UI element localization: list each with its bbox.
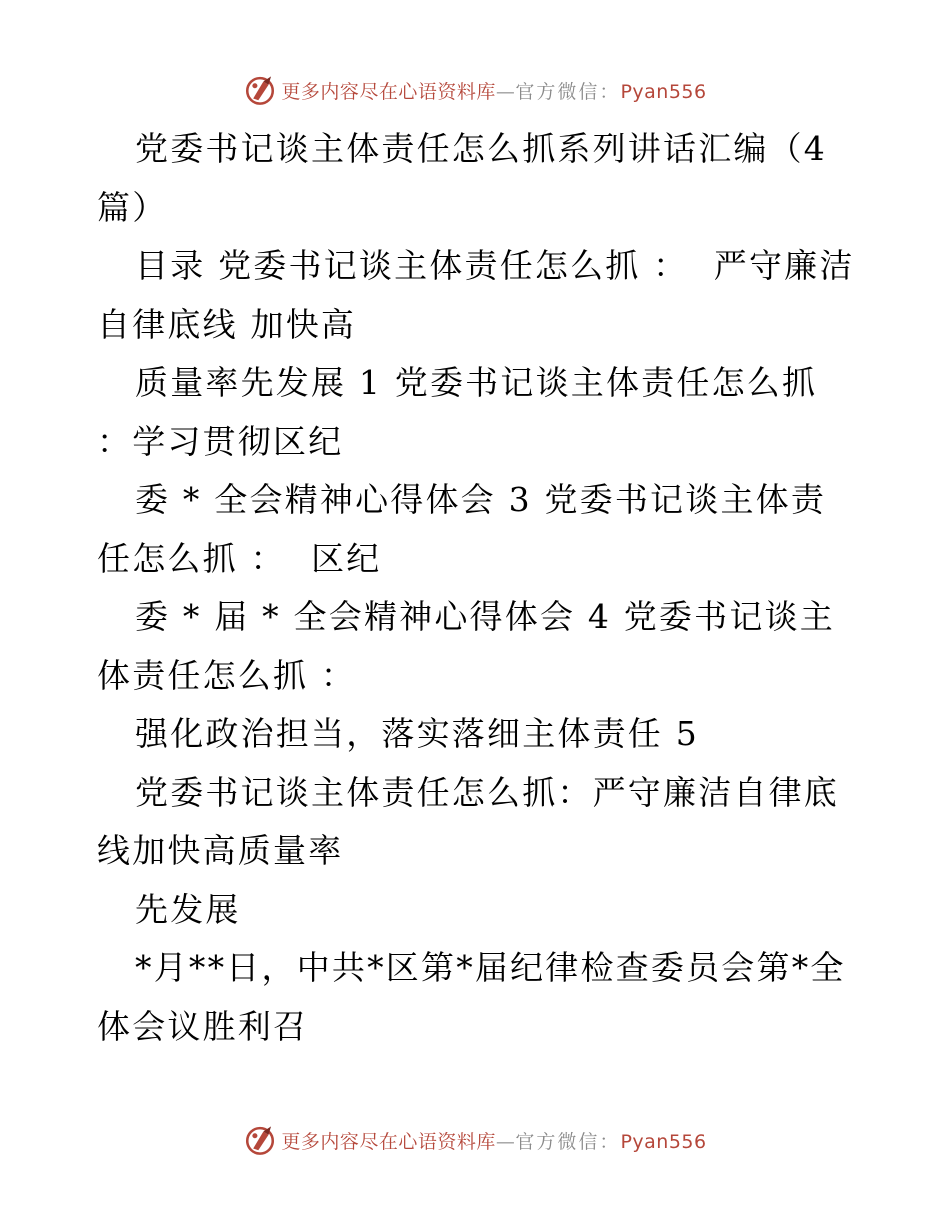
watermark-official-label: 官方微信： bbox=[515, 1130, 621, 1153]
brand-logo-icon bbox=[243, 73, 277, 107]
toc-line-5: 强化政治担当，落实落细主体责任 5 bbox=[135, 714, 699, 753]
watermark-header bbox=[0, 70, 950, 110]
section-heading-cont: 先发展 bbox=[135, 889, 241, 929]
toc-line-3: 委 * 全会精神心得体会 3 党委书记谈主体责任怎么抓 ： 区纪 bbox=[97, 480, 827, 578]
watermark-handle: Pyan556 bbox=[620, 1130, 707, 1153]
section-heading: 党委书记谈主体责任怎么抓：严守廉洁自律底线加快高质量率 bbox=[97, 772, 839, 870]
watermark-official-label: 官方微信： bbox=[515, 80, 621, 103]
toc-line-4: 委 * 届 * 全会精神心得体会 4 党委书记谈主体责任怎么抓 ： bbox=[97, 597, 835, 695]
watermark-text bbox=[281, 77, 706, 104]
watermark-brand: 更多内容尽在心语资料库 bbox=[281, 1130, 496, 1153]
watermark-footer bbox=[0, 1120, 950, 1160]
document-title: 党委书记谈主体责任怎么抓系列讲话汇编（4篇） bbox=[97, 129, 827, 227]
watermark-dash: — bbox=[495, 1130, 516, 1153]
watermark-handle: Pyan556 bbox=[620, 80, 707, 103]
watermark-dash: — bbox=[495, 80, 516, 103]
watermark-brand: 更多内容尽在心语资料库 bbox=[281, 80, 496, 103]
toc-line-2: 质量率先发展 1 党委书记谈主体责任怎么抓 ：学习贯彻区纪 bbox=[97, 363, 830, 461]
document-body bbox=[97, 120, 857, 1056]
body-paragraph: *月**日，中共*区第*届纪律检查委员会第*全体会议胜利召 bbox=[97, 948, 846, 1046]
toc-line-1: 目录 党委书记谈主体责任怎么抓 ： 严守廉洁自律底线 加快高 bbox=[97, 246, 855, 344]
watermark-text bbox=[281, 1127, 706, 1154]
brand-logo-icon bbox=[243, 1123, 277, 1157]
